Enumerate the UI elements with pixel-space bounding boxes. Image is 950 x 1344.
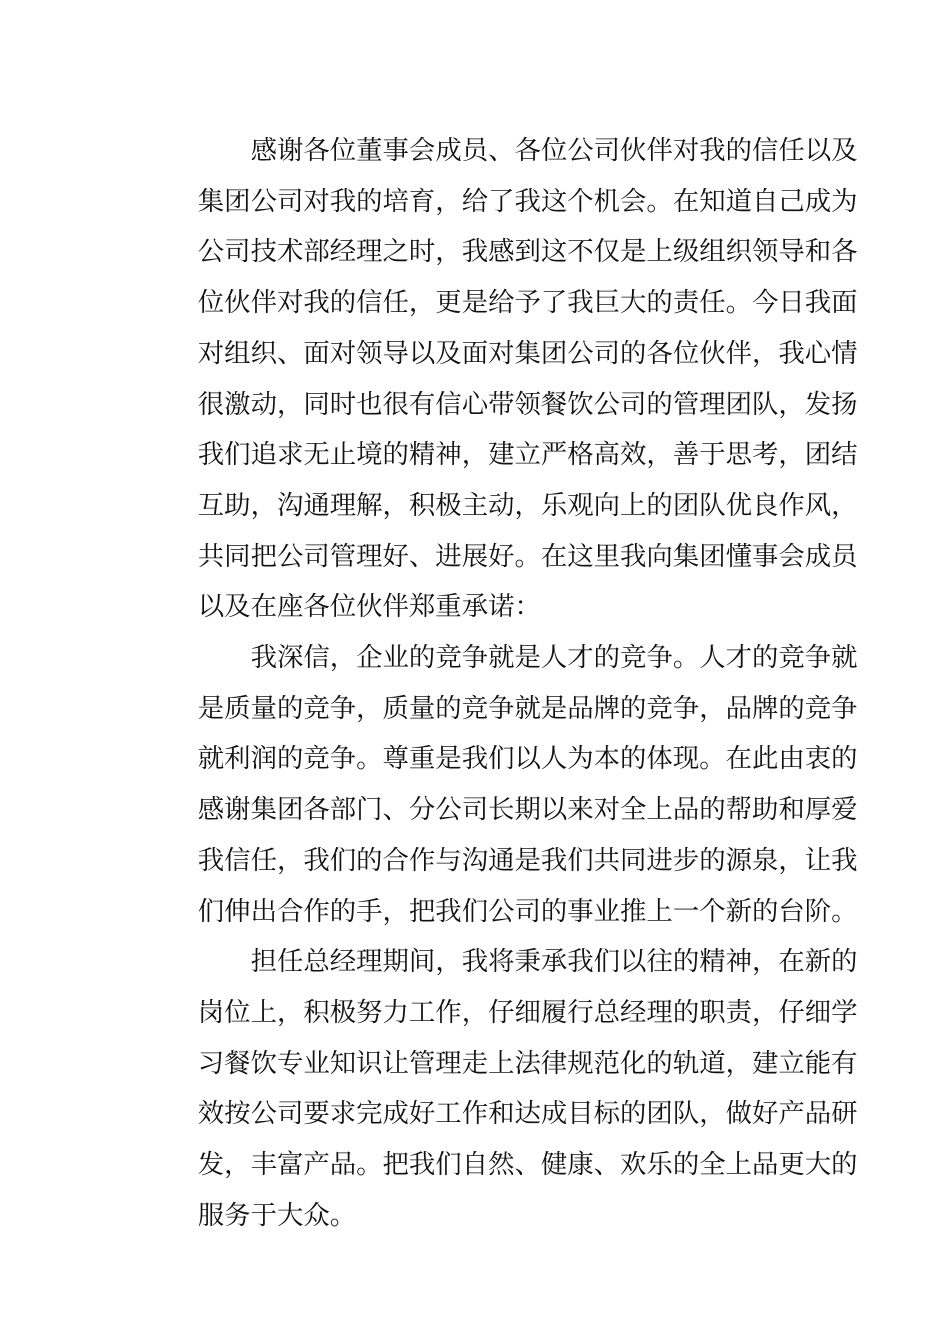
text-line: 对组织、面对领导以及面对集团公司的各位伙伴，我心情	[197, 337, 858, 369]
text-line: 互助，沟通理解，积极主动，乐观向上的团队优良作风，	[197, 489, 858, 521]
text-line: 感谢集团各部门、分公司长期以来对全上品的帮助和厚爱	[197, 794, 858, 826]
text-line: 我深信，企业的竞争就是人才的竞争。人才的竞争就	[250, 642, 858, 674]
text-line: 共同把公司管理好、进展好。在这里我向集团懂事会成员	[197, 540, 858, 572]
document-body	[145, 126, 858, 1241]
text-line: 们伸出合作的手，把我们公司的事业推上一个新的台阶。	[197, 895, 858, 927]
text-line: 担任总经理期间，我将秉承我们以往的精神，在新的	[250, 946, 858, 978]
text-line: 感谢各位董事会成员、各位公司伙伴对我的信任以及	[250, 135, 858, 166]
text-line: 公司技术部经理之时，我感到这不仅是上级组织领导和各	[197, 236, 858, 268]
text-line: 就利润的竞争。尊重是我们以人为本的体现。在此由衷的	[197, 743, 858, 775]
paragraph-3	[145, 937, 858, 1241]
text-line: 很激动，同时也很有信心带领餐饮公司的管理团队，发扬	[197, 388, 858, 420]
text-line: 是质量的竞争，质量的竞争就是品牌的竞争，品牌的竞争	[197, 692, 858, 724]
text-line: 位伙伴对我的信任，更是给予了我巨大的责任。今日我面	[197, 287, 858, 319]
text-line: 我们追求无止境的精神，建立严格高效，善于思考，团结	[197, 439, 858, 471]
paragraph-1	[145, 126, 858, 633]
text-line: 以及在座各位伙伴郑重承诺：	[197, 591, 541, 623]
paragraph-2	[145, 633, 858, 937]
text-line: 发，丰富产品。把我们自然、健康、欢乐的全上品更大的	[197, 1149, 858, 1181]
text-line: 效按公司要求完成好工作和达成目标的团队，做好产品研	[197, 1098, 858, 1130]
text-line: 习餐饮专业知识让管理走上法律规范化的轨道，建立能有	[197, 1047, 858, 1079]
text-line: 岗位上，积极努力工作，仔细履行总经理的职责，仔细学	[197, 996, 858, 1028]
text-line: 集团公司对我的培育，给了我这个机会。在知道自己成为	[197, 185, 858, 217]
text-line: 服务于大众。	[197, 1199, 357, 1231]
text-line: 我信任，我们的合作与沟通是我们共同进步的源泉，让我	[197, 844, 858, 876]
